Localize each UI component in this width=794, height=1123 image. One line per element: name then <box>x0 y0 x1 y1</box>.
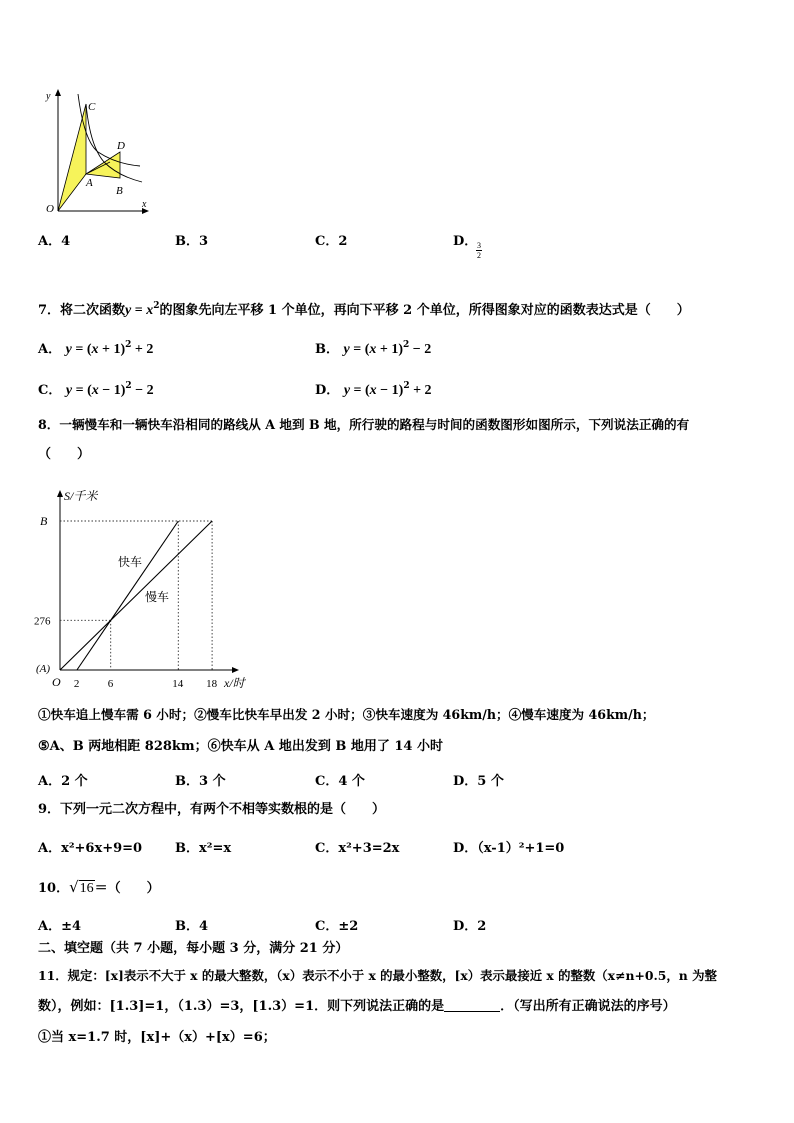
q6-option-d: D． <box>453 234 478 249</box>
q10-option-c: C．±2 <box>315 919 359 934</box>
fig6-label-b: B <box>116 185 123 197</box>
q10-stem: 10．√16＝（ ） <box>38 878 160 896</box>
q6-option-b: B．3 <box>175 234 209 249</box>
y-axis-arrow <box>55 89 61 96</box>
origin-label-a: (A) <box>36 663 51 675</box>
fig6-label-y: y <box>46 91 51 102</box>
y-tick-b: B <box>40 514 48 528</box>
q9-option-d: D．（x-1）²+1=0 <box>453 841 565 856</box>
fig6-label-a: A <box>86 177 93 189</box>
series-label-fast-car: 快车 <box>118 555 143 569</box>
q8-stem-line2: （ ） <box>38 447 91 462</box>
q9-option-a: A．x²+6x+9=0 <box>38 841 143 856</box>
chart-y-axis-label: S/千米 <box>64 489 98 503</box>
q8-option-c: C．4 个 <box>315 774 365 789</box>
fraction-denominator: 2 <box>477 251 481 260</box>
chart-y-axis-arrow <box>57 490 63 497</box>
q8-chart <box>30 484 255 696</box>
q6-option-d-fraction <box>476 241 482 260</box>
section2-title: 二、填空题（共 7 小题，每小题 3 分，满分 21 分） <box>38 941 349 956</box>
y-tick-276: 276 <box>34 615 51 628</box>
q8-option-a: A．2 个 <box>38 774 88 789</box>
x-tick-14: 14 <box>172 678 184 690</box>
q9-option-b: B．x²=x <box>175 841 232 856</box>
shaded-triangle-oac <box>58 104 86 211</box>
q7-option-b: B． $y = (x + 1)^2 - 2$ <box>315 340 432 357</box>
q11-line1: 11．规定：[x]表示不大于 x 的最大整数，（x）表示不小于 x 的最小整数，[x）表示最接近 x 的整数（x≠n+0.5，n 为整 <box>38 968 717 983</box>
fig6-label-x: x <box>142 199 147 210</box>
q6-option-c: C．2 <box>315 234 348 249</box>
q8-statements-line1: ①快车追上慢车需 6 小时；②慢车比快车早出发 2 小时；③快车速度为 46km/h；④慢车速度为 46km/h； <box>38 707 655 722</box>
shaded-triangle-bad <box>86 152 120 178</box>
q7-option-d: D． $y = (x - 1)^2 + 2$ <box>315 381 432 398</box>
q9-option-c: C．x²+3=2x <box>315 841 400 856</box>
q6-option-a: A．4 <box>38 234 71 249</box>
q8-stem-line1: 8．一辆慢车和一辆快车沿相同的路线从 A 地到 B 地，所行驶的路程与时间的函数图形如图所示，下列说法正确的有 <box>38 417 690 432</box>
sqrt-symbol: √ <box>69 878 79 896</box>
q8-option-d: D．5 个 <box>453 774 504 789</box>
fig6-label-d: D <box>117 140 125 152</box>
q7-option-c: C． $y = (x - 1)^2 - 2$ <box>38 381 154 398</box>
q6-figure <box>38 86 158 216</box>
q9-stem: 9．下列一元二次方程中，有两个不相等实数根的是（ ） <box>38 802 386 817</box>
q10-option-d: D．2 <box>453 919 487 934</box>
q7-option-a: A． $y = (x + 1)^2 + 2$ <box>38 340 154 357</box>
q10-option-b: B．4 <box>175 919 209 934</box>
sqrt-radicand: 16 <box>79 881 94 896</box>
x-tick-18: 18 <box>206 678 218 690</box>
series-label-slow-car: 慢车 <box>145 590 170 604</box>
x-tick-2: 2 <box>73 678 80 690</box>
q8-statements-line2: ⑤A、B 两地相距 828km；⑥快车从 A 地出发到 B 地用了 14 小时 <box>38 739 443 754</box>
x-tick-6: 6 <box>107 678 114 690</box>
q8-option-b: B．3 个 <box>175 774 226 789</box>
q10-option-a: A．±4 <box>38 919 82 934</box>
series-line-slow-car <box>60 521 212 670</box>
origin-label-o: O <box>52 675 61 689</box>
fig6-label-c: C <box>88 101 96 113</box>
answer-blank[interactable] <box>444 999 500 1012</box>
fig6-label-o: O <box>46 203 54 215</box>
fraction-numerator: 3 <box>477 241 481 250</box>
q7-stem: 7．将二次函数$y = x^2$的图象先向左平移 1 个单位，再向下平移 2 个单位，所得图象对应的函数表达式是（ ） <box>38 301 690 318</box>
chart-x-axis-arrow <box>232 667 239 673</box>
chart-x-axis-label: x/时 <box>224 676 245 690</box>
q11-line2: 数），例如：[1.3]=1，（1.3）=3，[1.3）=1．则下列说法正确的是 ．（写出所有正确说法的序号） <box>38 999 676 1014</box>
q11-line3: ①当 x=1.7 时，[x]+（x）+[x）=6； <box>38 1030 276 1045</box>
